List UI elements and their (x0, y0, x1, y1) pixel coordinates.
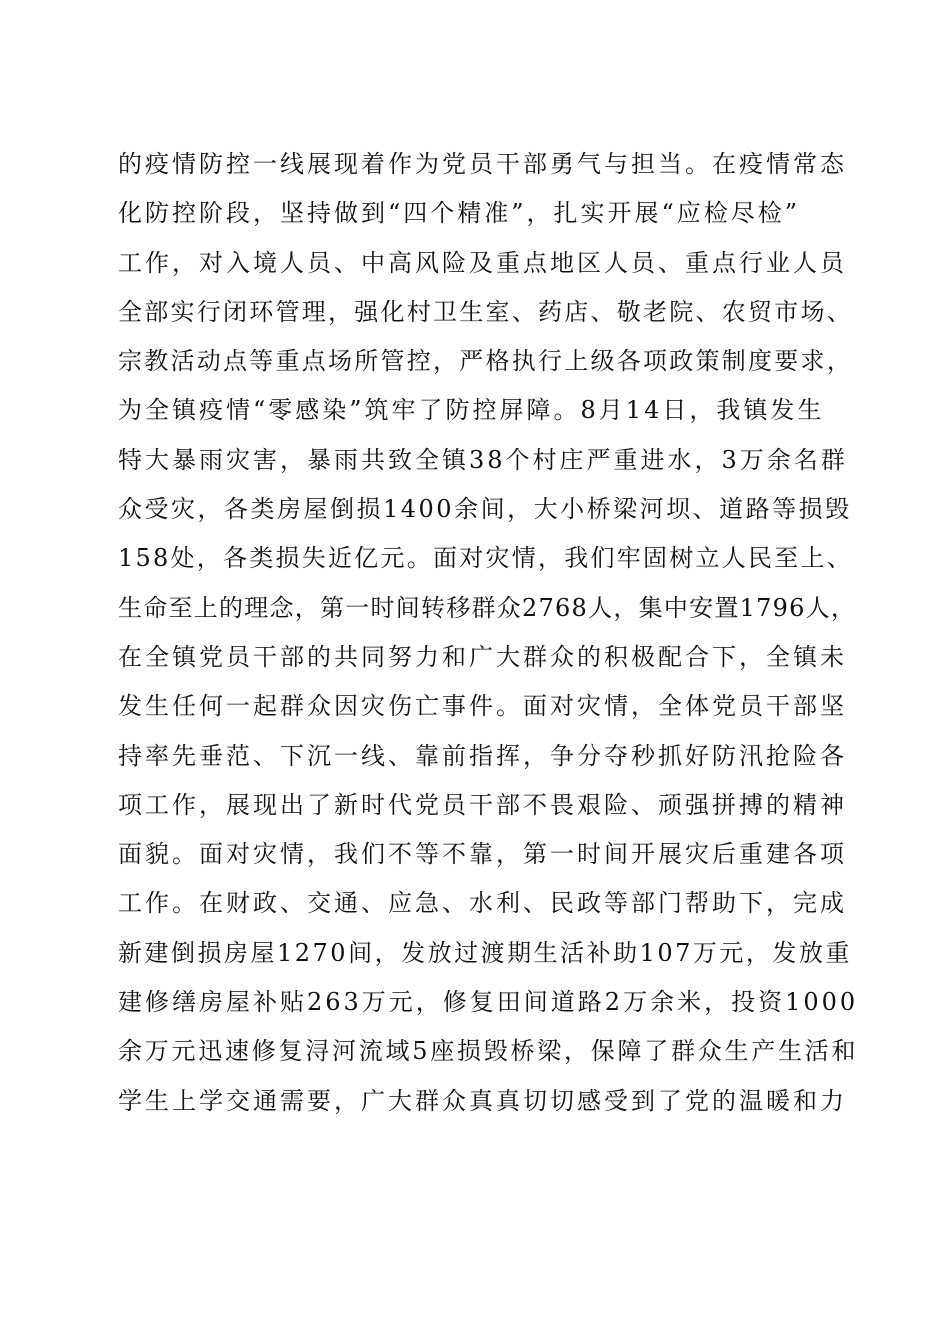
text-line: 工作，对入境人员、中高风险及重点地区人员、重点行业人员 (118, 248, 847, 277)
text-line: 持率先垂范、下沉一线、靠前指挥，争分夺秒抓好防汛抢险各 (118, 741, 847, 770)
text-line: 新建倒损房屋1270间，发放过渡期生活补助107万元，发放重 (118, 938, 852, 967)
text-line: 158处，各类损失近亿元。面对灾情，我们牢固树立人民至上、 (118, 544, 854, 573)
text-line: 全部实行闭环管理，强化村卫生室、药店、敬老院、农贸市场、 (118, 297, 853, 326)
text-line: 学生上学交通需要，广大群众真真切切感受到了党的温暖和力 (118, 1086, 847, 1115)
text-line: 众受灾，各类房屋倒损1400余间，大小桥梁河坝、道路等损毁 (118, 495, 852, 524)
text-line: 为全镇疫情“零感染”筑牢了防控屏障。8月14日，我镇发生 (118, 396, 825, 425)
text-line: 余万元迅速修复浔河流域5座损毁桥梁，保障了群众生产生活和 (118, 1037, 859, 1066)
text-line: 特大暴雨灾害，暴雨共致全镇38个村庄严重进水，3万余名群 (118, 445, 848, 474)
text-line: 建修缮房屋补贴263万元，修复田间道路2万余米，投资1000 (118, 988, 859, 1017)
text-line: 面貌。面对灾情，我们不等不靠，第一时间开展灾后重建各项 (118, 840, 847, 869)
text-line: 项工作，展现出了新时代党员干部不畏艰险、顽强拼搏的精神 (118, 790, 847, 819)
text-line: 工作。在财政、交通、应急、水利、民政等部门帮助下，完成 (118, 889, 847, 918)
body-paragraph (118, 140, 858, 1126)
text-line: 在全镇党员干部的共同努力和广大群众的积极配合下，全镇未 (118, 642, 847, 671)
text-line: 生命至上的理念，第一时间转移群众2768人，集中安置1796人， (118, 593, 857, 622)
text-line: 的疫情防控一线展现着作为党员干部勇气与担当。在疫情常态 (118, 150, 847, 178)
text-line: 宗教活动点等重点场所管控，严格执行上级各项政策制度要求， (118, 347, 853, 376)
text-line: 化防控阶段，坚持做到“四个精准”，扎实开展“应检尽检” (118, 199, 801, 228)
text-line: 发生任何一起群众因灾伤亡事件。面对灾情，全体党员干部坚 (118, 692, 847, 721)
